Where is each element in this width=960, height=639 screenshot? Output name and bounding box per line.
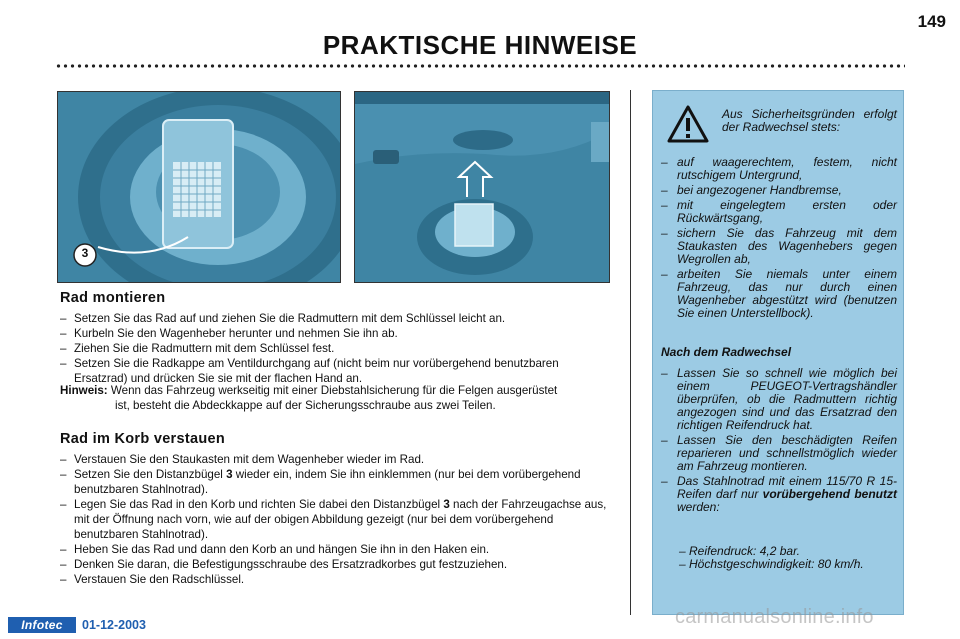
warning-item: – arbeiten Sie niemals unter einem Fahrzeug, das nur durch einen Wagenheber abgestützt wird (benutzen Sie einen Unterstellbock). <box>661 267 897 320</box>
watermark: carmanualsonline.info <box>675 606 874 628</box>
note-label: Hinweis: <box>60 384 108 397</box>
rad-verstauen-list <box>60 452 608 587</box>
list-item: – Setzen Sie das Rad auf und ziehen Sie die Radmuttern mit dem Schlüssel leicht an. <box>60 312 506 325</box>
spare-wheel-photo <box>57 91 341 283</box>
warning-item: – Lassen Sie den beschädigten Reifen reparieren und schnellstmöglich wieder am Fahrzeug montieren. <box>661 433 897 473</box>
spec-list <box>679 545 899 571</box>
after-change-heading: Nach dem Radwechsel <box>661 345 792 359</box>
warning-item: – Lassen Sie so schnell wie möglich bei einem PEUGEOT-Vertragshändler überprüfen, ob die Radmuttern richtig angezogen sind und das Ersatzrad den richtigen Reifendruck hat. <box>661 366 897 432</box>
footer-date: 01-12-2003 <box>82 618 146 632</box>
spec-item: – Höchstgeschwindigkeit: 80 km/h. <box>679 557 864 571</box>
hinweis-note <box>60 383 610 413</box>
list-item: – Kurbeln Sie den Wagenheber herunter und nehmen Sie ihn ab. <box>60 327 398 340</box>
spec-item: – Reifendruck: 4,2 bar. <box>679 544 800 558</box>
warning-item: – sichern Sie das Fahrzeug mit dem Staukasten des Wagenhebers gegen Wegrollen ab, <box>661 226 897 266</box>
page-title: PRAKTISCHE HINWEISE <box>322 30 638 60</box>
list-item: – Denken Sie daran, die Befestigungsschraube des Ersatzradkorbes gut festzuziehen. <box>60 558 508 571</box>
warning-item: – auf waagerechtem, festem, nicht rutschigem Untergrund, <box>661 155 897 182</box>
page-number: 149 <box>917 12 946 31</box>
section-heading-rad-verstauen: Rad im Korb verstauen <box>60 431 226 447</box>
after-change-list <box>661 367 897 516</box>
warning-intro: Aus Sicherheitsgründen erfolgt der Radwechsel stets: <box>722 107 897 134</box>
warning-item: – Das Stahlnotrad mit einem 115/70 R 15-Reifen darf nur vorübergehend benutzt werden: <box>661 474 897 514</box>
car-underside-photo <box>354 91 610 283</box>
note-text-1: Wenn das Fahrzeug werkseitig mit einer Diebstahlsicherung für die Felgen ausgerüstet <box>110 384 558 397</box>
warning-triangle-icon <box>666 104 710 144</box>
title-divider <box>55 64 905 68</box>
list-item: – Setzen Sie den Distanzbügel 3 wieder ein, indem Sie ihn einklemmen (nur bei dem vorübergehend benutzbaren Stahlnotrad). <box>60 468 581 496</box>
list-item: – Verstauen Sie den Radschlüssel. <box>60 573 245 586</box>
warning-list <box>661 156 897 322</box>
list-item: – Setzen Sie die Radkappe am Ventildurchgang auf (nicht beim nur vorübergehend benutzbaren Ersatzrad) und drücken Sie sie mit der flachen Hand an. <box>60 357 559 385</box>
list-item: – Legen Sie das Rad in den Korb und richten Sie dabei den Distanzbügel 3 nach der Fahrzeugachse aus, mit der Öffnung nach vorn, wie auf der obigen Abbildung gezeigt (nur bei dem vorübergehend benutzbaren Stahlnotrad). <box>60 498 607 541</box>
list-item: – Verstauen Sie den Staukasten mit dem Wagenheber wieder im Rad. <box>60 453 425 466</box>
section-heading-rad-montieren: Rad montieren <box>60 290 166 306</box>
figure-label: 3 <box>81 246 89 260</box>
note-text-2: ist, besteht die Abdeckkappe auf der Sicherungsschraube aus zwei Teilen. <box>115 399 496 412</box>
warning-item: – bei angezogener Handbremse, <box>661 183 842 197</box>
warning-item: – mit eingelegtem ersten oder Rückwärtsgang, <box>661 198 897 225</box>
column-divider <box>630 90 631 615</box>
list-item: – Ziehen Sie die Radmuttern mit dem Schlüssel fest. <box>60 342 335 355</box>
list-item: – Heben Sie das Rad und dann den Korb an und hängen Sie ihn in den Haken ein. <box>60 543 490 556</box>
infotec-logo: Infotec <box>8 617 76 633</box>
rad-montieren-list <box>60 311 608 386</box>
